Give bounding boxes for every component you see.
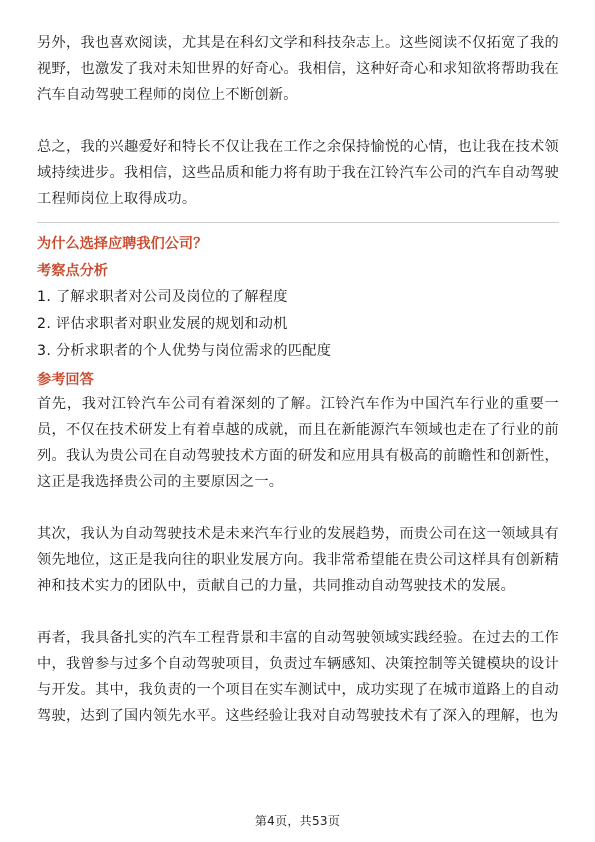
answer-paragraph-2: 其次，我认为自动驾驶技术是未来汽车行业的发展趋势，而贵公司在这一领域具有领先地位，这正是我向往的职业发展方向。我非常希望能在贵公司这样具有创新精神和技术实力的团队中，贡献自己的力量，共同推动自动驾驶技术的发展。 <box>37 526 559 594</box>
intro-paragraph-1: 另外，我也喜欢阅读，尤其是在科幻文学和科技杂志上。这些阅读不仅拓宽了我的视野，也激发了我对未知世界的好奇心。我相信，这种好奇心和求知欲将帮助我在汽车自动驾驶工程师的岗位上不断创新。 <box>37 35 559 103</box>
section-divider <box>37 222 559 223</box>
analysis-point: 2. 评估求职者对职业发展的规划和动机 <box>37 316 288 332</box>
question-title: 为什么选择应聘我们公司？ <box>37 236 208 252</box>
page-number: 第4页，共53页 <box>254 814 341 828</box>
analysis-list <box>37 284 559 365</box>
answer-heading: 参考回答 <box>37 372 94 388</box>
analysis-point: 1. 了解求职者对公司及岗位的了解程度 <box>37 289 288 305</box>
answer-paragraph-1: 首先，我对江铃汽车公司有着深刻的了解。江铃汽车作为中国汽车行业的重要一员，不仅在技术研发上有着卓越的成就，而且在新能源汽车领域也走在了行业的前列。我认为贵公司在自动驾驶技术方面的研发和应用具有极高的前瞻性和创新性，这正是我选择贵公司的主要原因之一。 <box>37 396 559 490</box>
analysis-point: 3. 分析求职者的个人优势与岗位需求的匹配度 <box>37 343 332 359</box>
page-content <box>37 30 559 729</box>
answer-paragraph-3: 再者，我具备扎实的汽车工程背景和丰富的自动驾驶领域实践经验。在过去的工作中，我曾参与过多个自动驾驶项目，负责过车辆感知、决策控制等关键模块的设计与开发。其中，我负责的一个项目在实车测试中，成功实现了在城市道路上的自动驾驶，达到了国内领先水平。这些经验让我对自动驾驶技术有了深入的理解，也为 <box>37 630 559 724</box>
intro-paragraph-2: 总之，我的兴趣爱好和特长不仅让我在工作之余保持愉悦的心情，也让我在技术领域持续进步。我相信，这些品质和能力将有助于我在江铃汽车公司的汽车自动驾驶工程师岗位上取得成功。 <box>37 139 559 207</box>
analysis-heading: 考察点分析 <box>37 263 108 279</box>
